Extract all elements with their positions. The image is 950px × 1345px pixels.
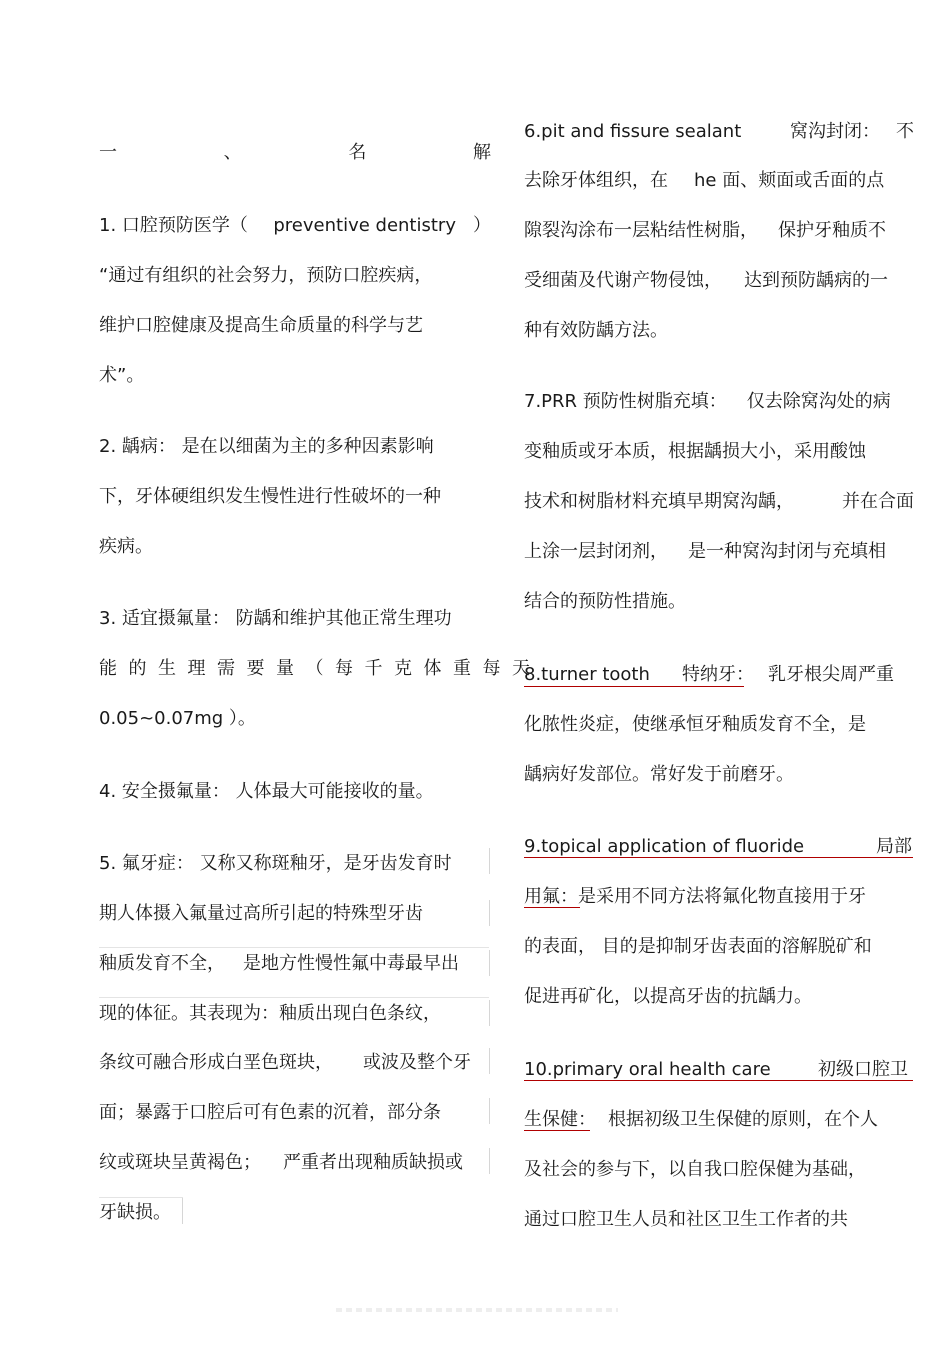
item8-term-cn: 特纳牙： [682,664,754,685]
item3-line1: 3. 适宜摄氟量： 防龋和维护其他正常生理功 [99,608,452,629]
item3-line3: 0.05~0.07mg ）。 [99,708,256,729]
item2-line2: 下，牙体硬组织发生慢性进行性破坏的一种 [99,486,441,507]
scan-artifact [489,1000,490,1026]
item2-line3: 疾病。 [99,536,153,557]
item9-term-cn-a: 局部 [876,836,912,857]
item5-line3-b: 是地方性慢性氟中毒最早出 [243,953,459,974]
scan-artifact [99,997,489,998]
item9-term-cn-b: 用氟： [524,886,578,907]
item8-term-en: 8.turner tooth [524,664,650,685]
item10-term-cn-a: 初级口腔卫 [818,1059,908,1080]
item7-line3-a: 技术和树脂材料充填早期窝沟龋， [524,491,794,512]
item7-line3 [524,489,914,515]
item5-line5-b: 或波及整个牙 [363,1052,471,1073]
item6-line4-a: 受细菌及代谢产物侵蚀， [524,270,722,291]
scan-artifact [489,1048,490,1074]
item1-close-paren: ） [473,215,491,236]
scan-artifact [99,947,489,948]
section-title [99,140,491,166]
item6-term-en: 6.pit and fissure sealant [524,121,742,142]
item6-line5: 种有效防龋方法。 [524,320,668,341]
scan-artifact [489,900,490,926]
item8-term-underline [524,686,744,687]
item10-line2-b: 根据初级卫生保健的原则，在个人 [608,1109,878,1130]
item6-line4 [524,268,888,294]
item1-line4: 术”。 [99,365,145,386]
item6-term-cn: 窝沟封闭： [790,121,880,142]
item7-line2: 变釉质或牙本质，根据龋损大小，采用酸蚀 [524,441,866,462]
item2-line1: 2. 龋病： 是在以细菌为主的多种因素影响 [99,436,434,457]
section-title-char-3: 名 [348,142,367,163]
item5-line7-b: 严重者出现釉质缺损或 [283,1152,463,1173]
item9-line3: 的表面， 目的是抑制牙齿表面的溶解脱矿和 [524,936,872,957]
item9-term-en: 9.topical application of fluoride [524,836,805,857]
page-footer-artifact [336,1308,618,1312]
item6-line3 [524,218,886,244]
item8-line3: 龋病好发部位。常好发于前磨牙。 [524,764,794,785]
item6-line3-a: 隙裂沟涂布一层粘结性树脂， [524,220,758,241]
item5-line7 [99,1150,463,1176]
item6-line1 [524,119,914,145]
item6-line2 [524,168,884,194]
item7-line1-b: 仅去除窝沟处的病 [746,391,891,412]
item5-line5-a: 条纹可融合形成白垩色斑块， [99,1052,333,1073]
item1-term-en: preventive dentistry [273,215,456,236]
item9-line4: 促进再矿化，以提高牙齿的抗龋力。 [524,986,812,1007]
scan-artifact [182,1198,183,1224]
item7-term: 7.PRR 预防性树脂充填： [524,391,727,412]
item5-line5 [99,1050,471,1076]
item7-line4 [524,539,886,565]
item6-line4-b: 达到预防龋病的一 [744,270,888,291]
item9-term-underline-2 [524,907,580,908]
scan-artifact [99,1197,183,1198]
item10-term-en: 10.primary oral health care [524,1059,771,1080]
item7-line4-b: 是一种窝沟封闭与充填相 [688,541,886,562]
scan-artifact [489,1148,490,1174]
item6-line1-end: 不 [896,121,914,142]
item10-line3: 及社会的参与下，以自我口腔保健为基础， [524,1159,866,1180]
item5-line6: 面；暴露于口腔后可有色素的沉着，部分条 [99,1102,441,1123]
item6-line3-b: 保护牙釉质不 [778,220,886,241]
item5-line8: 牙缺损。 [99,1202,171,1223]
section-title-char-4: 解 [472,142,491,163]
item5-line2: 期人体摄入氟量过高所引起的特殊型牙齿 [99,903,423,924]
item10-term-underline-2 [524,1130,590,1131]
item3-line2: 能的生理需要量（每千克体重每天 [99,658,542,679]
item5-line3-a: 釉质发育不全， [99,953,225,974]
item5-line4: 现的体征。其表现为：釉质出现白色条纹， [99,1003,441,1024]
item5-line7-a: 纹或斑块呈黄褐色； [99,1152,261,1173]
item9-term-underline [524,857,913,858]
item7-line3-b: 并在合面 [842,491,914,512]
scan-artifact [489,848,490,874]
item9-line2-b: 是采用不同方法将氟化物直接用于牙 [578,886,866,907]
item1-line1 [99,213,491,239]
item10-term-cn-b: 生保健： [524,1109,596,1130]
scan-artifact [489,950,490,976]
item7-line4-a: 上涂一层封闭剂， [524,541,668,562]
section-title-char-2: 、 [223,142,242,163]
item1-term: 1. 口腔预防医学（ [99,215,248,236]
item6-line2-a: 去除牙体组织，在 [524,170,668,191]
item6-line2-b: he 面、颊面或舌面的点 [694,170,885,191]
item5-line3 [99,951,459,977]
item8-line1 [524,662,914,688]
item10-line4: 通过口腔卫生人员和社区卫生工作者的共 [524,1209,848,1230]
item1-line3: 维护口腔健康及提高生命质量的科学与艺 [99,315,423,336]
scan-artifact [489,1098,490,1124]
item5-line1: 5. 氟牙症： 又称又称斑釉牙，是牙齿发育时 [99,853,452,874]
item10-term-underline [524,1080,913,1081]
item8-line2: 化脓性炎症，使继承恒牙釉质发育不全，是 [524,714,866,735]
item1-line2: “通过有组织的社会努力，预防口腔疾病， [99,265,433,286]
item4-line1: 4. 安全摄氟量： 人体最大可能接收的量。 [99,781,434,802]
section-title-char-1: 一 [99,142,117,163]
item7-line1 [524,389,891,415]
item8-line1-c: 乳牙根尖周严重 [768,664,894,685]
item7-line5: 结合的预防性措施。 [524,591,686,612]
